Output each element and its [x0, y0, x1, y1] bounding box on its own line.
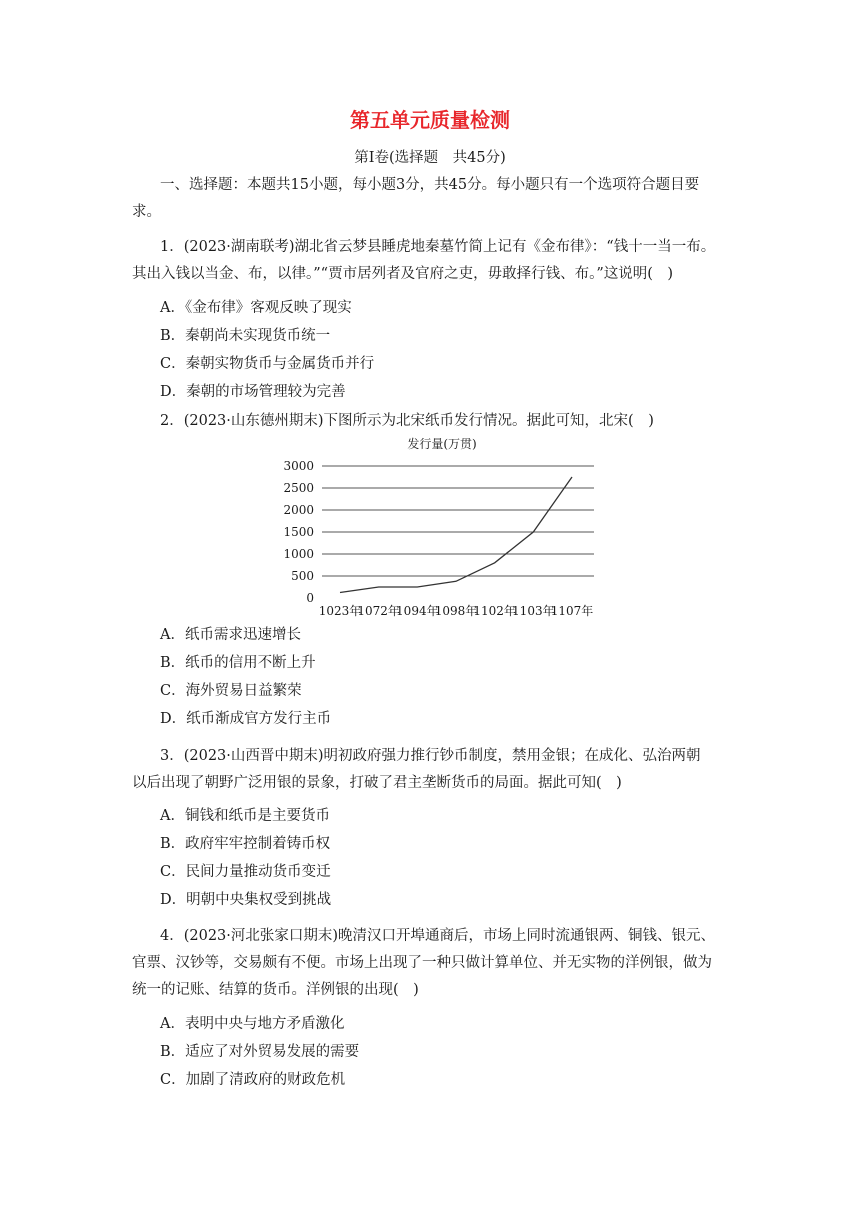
instruction-line: 求。 [132, 204, 161, 220]
x-tick-label: 1023年 [318, 604, 362, 618]
x-tick-label: 1098年 [434, 604, 478, 618]
y-tick-label: 2500 [283, 481, 314, 495]
y-tick-label: 2000 [283, 503, 314, 517]
question-4-option-c[interactable]: C．加剧了清政府的财政危机 [160, 1072, 346, 1088]
question-3-option-d[interactable]: D．明朝中央集权受到挑战 [160, 892, 332, 908]
x-tick-label: 1107年 [550, 604, 594, 618]
y-tick-label: 500 [291, 569, 314, 583]
question-4-option-b[interactable]: B．适应了对外贸易发展的需要 [160, 1044, 360, 1060]
question-3-option-c[interactable]: C．民间力量推动货币变迁 [160, 864, 331, 880]
question-1-option-a[interactable]: A．《金布律》客观反映了现实 [160, 300, 352, 316]
question-1-stem: 其出入钱以当金、布，以律。”“贾市居列者及官府之吏，毋敢择行钱、布。”这说明( ) [132, 266, 674, 282]
y-tick-label: 1000 [283, 547, 314, 561]
question-4-stem: 4．(2023·河北张家口期末)晚清汉口开埠通商后，市场上同时流通银两、铜钱、银元、 [160, 928, 716, 944]
question-4-option-a[interactable]: A．表明中央与地方矛盾激化 [160, 1016, 345, 1032]
question-3-option-a[interactable]: A．铜钱和纸币是主要货币 [160, 808, 330, 824]
banknote-issuance-chart [270, 432, 610, 622]
instruction-line: 一、选择题：本题共15小题，每小题3分，共45分。每小题只有一个选项符合题目要 [160, 177, 700, 193]
x-tick-label: 1102年 [473, 604, 516, 618]
y-tick-label: 1500 [283, 525, 314, 539]
question-2-option-b[interactable]: B．纸币的信用不断上升 [160, 655, 316, 671]
question-1-option-d[interactable]: D．秦朝的市场管理较为完善 [160, 384, 346, 400]
question-1-stem: 1．(2023·湖南联考)湖北省云梦县睡虎地秦墓竹简上记有《金布律》：“钱十一当一布。 [160, 239, 716, 255]
question-2-stem: 2．(2023·山东德州期末)下图所示为北宋纸币发行情况。据此可知，北宋( ) [160, 413, 654, 429]
question-4-stem: 统一的记账、结算的货币。洋例银的出现( ) [132, 982, 419, 998]
question-2-option-d[interactable]: D．纸币渐成官方发行主币 [160, 711, 332, 727]
page-title: 第五单元质量检测 [350, 108, 510, 132]
question-2-option-c[interactable]: C．海外贸易日益繁荣 [160, 683, 302, 699]
question-3-option-b[interactable]: B．政府牢牢控制着铸币权 [160, 836, 331, 852]
chart-title: 发行量(万贯) [407, 437, 477, 451]
y-tick-label: 0 [306, 591, 314, 605]
question-1-option-b[interactable]: B．秦朝尚未实现货币统一 [160, 328, 331, 344]
question-3-stem: 以后出现了朝野广泛用银的景象，打破了君主垄断货币的局面。据此可知( ) [132, 775, 622, 791]
series-line [340, 477, 572, 593]
x-tick-label: 1103年 [512, 604, 555, 618]
question-4-stem: 官票、汉钞等，交易颇有不便。市场上出现了一种只做计算单位、并无实物的洋例银，做为 [132, 955, 712, 971]
y-tick-label: 3000 [283, 459, 314, 473]
question-2-option-a[interactable]: A．纸币需求迅速增长 [160, 627, 301, 643]
section-heading: 第Ⅰ卷(选择题 共45分) [354, 150, 506, 166]
question-1-option-c[interactable]: C．秦朝实物货币与金属货币并行 [160, 356, 375, 372]
question-3-stem: 3．(2023·山西晋中期末)明初政府强力推行钞币制度，禁用金银；在成化、弘治两朝 [160, 748, 701, 764]
x-tick-label: 1072年 [357, 604, 400, 618]
x-tick-label: 1094年 [396, 604, 439, 618]
